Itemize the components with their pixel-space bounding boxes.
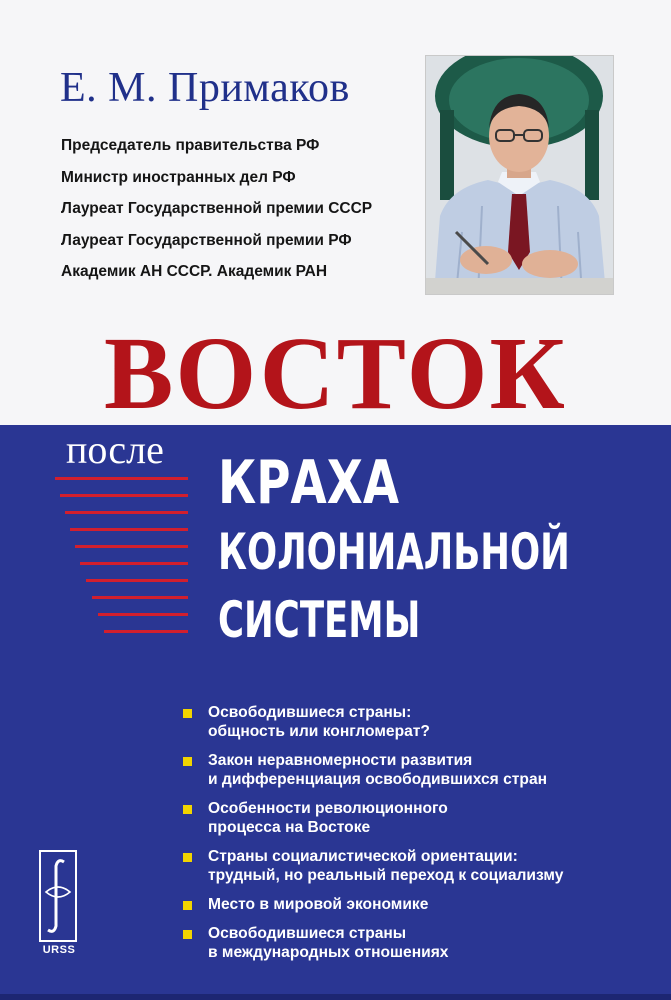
author-photo [425,55,614,295]
topic-item [183,924,563,962]
author-title: Лауреат Государственной премии СССР [61,200,373,218]
author-title: Лауреат Государственной премии РФ [61,231,352,249]
topic-item [183,799,563,837]
topic-line: Освободившиеся страны [208,925,407,942]
topic-item [183,703,563,741]
main-title: ВОСТОК [104,316,567,431]
topic-line: Закон неравномерности развития [208,752,473,769]
bullet-square-icon [183,709,192,718]
topic-line: Особенности революционного [208,800,448,817]
topics-list [183,703,563,972]
topic-line: процесса на Востоке [208,819,371,836]
title-line-3: СИСТЕМЫ [218,591,421,649]
bullet-square-icon [183,901,192,910]
bullet-square-icon [183,805,192,814]
title-prefix: после [66,427,164,472]
topic-line: Освободившиеся страны: [208,704,412,721]
bullet-square-icon [183,853,192,862]
publisher-logo-frame [39,850,77,942]
topic-line: и дифференциация освободившихся стран [208,771,548,788]
topic-item [183,751,563,789]
author-title: Академик АН СССР. Академик РАН [61,263,328,281]
publisher-name: URSS [42,944,76,956]
topic-line: Место в мировой экономике [208,896,429,913]
topic-line: в международных отношениях [208,944,449,961]
topic-line: трудный, но реальный переход к социализму [208,867,564,884]
author-titles-list [61,136,372,294]
topic-line: общность или конгломерат? [208,723,430,740]
author-title: Министр иностранных дел РФ [61,168,296,186]
title-line-1: КРАХА [218,448,400,518]
author-title: Председатель правительства РФ [61,137,320,154]
publisher-logo [39,850,79,964]
bullet-square-icon [183,757,192,766]
author-name: Е. М. Примаков [60,65,350,111]
topic-item [183,895,563,914]
topic-line: Страны социалистической ориентации: [208,848,518,865]
topic-item [183,847,563,885]
integral-sign-icon [41,852,75,940]
title-line-2: КОЛОНИАЛЬНОЙ [218,523,570,581]
cover-bottom-edge [0,994,671,1000]
bullet-square-icon [183,930,192,939]
